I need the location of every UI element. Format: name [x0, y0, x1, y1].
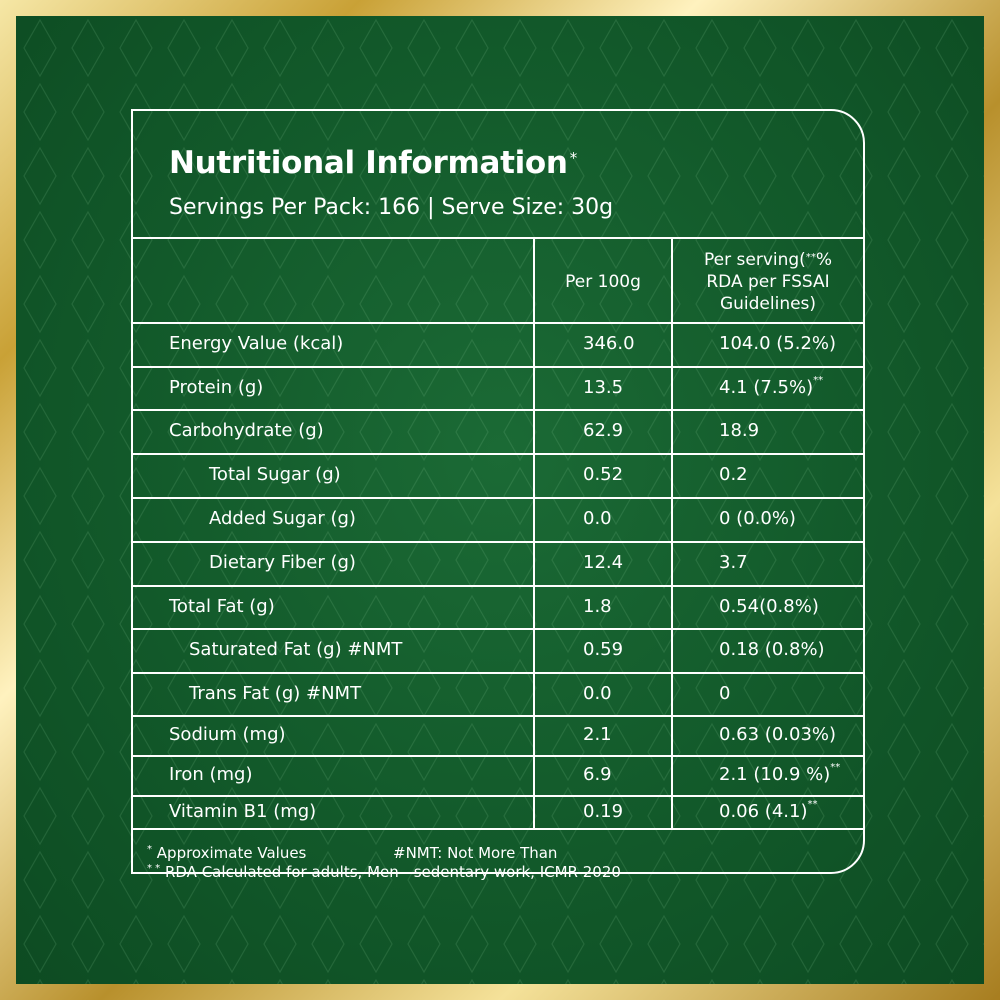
row-perserving-value: 3.7 [719, 552, 748, 573]
row-perserving [719, 464, 748, 485]
row-label: Sodium (mg) [169, 724, 286, 745]
page-title: Nutritional Information * [169, 145, 577, 181]
divider [133, 237, 863, 239]
row-per100g: 0.52 [583, 464, 624, 485]
row-rda-mark: ** [830, 762, 841, 773]
column-header-perserving: Per serving(**% RDA per FSSAI Guidelines) [704, 250, 832, 314]
row-label: Total Fat (g) [169, 596, 275, 617]
divider [133, 628, 863, 630]
row-perserving [719, 683, 730, 704]
row-perserving [719, 552, 748, 573]
row-perserving-value: 18.9 [719, 420, 760, 441]
divider [133, 409, 863, 411]
divider [133, 828, 863, 830]
row-label: Protein (g) [169, 377, 264, 398]
row-perserving [719, 764, 840, 785]
row-perserving-value: 0 [719, 683, 731, 704]
row-perserving [719, 724, 836, 745]
divider [133, 795, 863, 797]
row-per100g: 0.59 [583, 639, 624, 660]
row-per100g: 1.8 [583, 596, 612, 617]
row-label: Iron (mg) [169, 764, 253, 785]
divider [133, 585, 863, 587]
row-perserving [719, 801, 817, 822]
row-per100g: 2.1 [583, 724, 612, 745]
row-per100g: 62.9 [583, 420, 624, 441]
divider [133, 541, 863, 543]
row-perserving-value: 0.2 [719, 464, 748, 485]
servings-subtitle: Servings Per Pack: 166 | Serve Size: 30g [169, 195, 614, 220]
footnote-approx: * Approximate Values [147, 844, 307, 862]
row-label: Carbohydrate (g) [169, 420, 324, 441]
row-per100g: 0.19 [583, 801, 624, 822]
divider [133, 755, 863, 757]
row-perserving [719, 596, 819, 617]
row-per100g: 0.0 [583, 508, 612, 529]
row-per100g: 346.0 [583, 333, 635, 354]
divider [133, 322, 863, 324]
column-divider [671, 237, 673, 830]
column-header-per100g: Per 100g [565, 272, 641, 292]
divider [133, 672, 863, 674]
row-label: Total Sugar (g) [209, 464, 341, 485]
row-per100g: 12.4 [583, 552, 624, 573]
row-label: Energy Value (kcal) [169, 333, 344, 354]
row-label: Trans Fat (g) #NMT [189, 683, 362, 704]
row-perserving-value: 4.1 (7.5%) [719, 377, 814, 398]
row-perserving-value: 0.63 (0.03%) [719, 724, 837, 745]
divider [133, 715, 863, 717]
green-panel [16, 16, 984, 984]
divider [133, 453, 863, 455]
footnote-nmt: #NMT: Not More Than [393, 844, 558, 862]
row-perserving [719, 508, 796, 529]
row-label: Vitamin B1 (mg) [169, 801, 317, 822]
row-perserving-value: 104.0 (5.2%) [719, 333, 837, 354]
row-rda-mark: ** [813, 375, 824, 386]
row-per100g: 6.9 [583, 764, 612, 785]
divider [133, 497, 863, 499]
nutrition-card [131, 109, 865, 881]
column-divider [533, 237, 535, 830]
row-per100g: 0.0 [583, 683, 612, 704]
row-perserving-value: 0.06 (4.1) [719, 801, 808, 822]
row-label: Saturated Fat (g) #NMT [189, 639, 403, 660]
row-perserving [719, 377, 823, 398]
footnote-rda: * * RDA Calculated for adults, Men - sedentary work, ICMR 2020 [147, 863, 621, 881]
row-perserving-value: 2.1 (10.9 %) [719, 764, 831, 785]
row-perserving [719, 639, 825, 660]
row-rda-mark: ** [807, 799, 818, 810]
row-perserving-value: 0.54(0.8%) [719, 596, 819, 617]
divider [133, 366, 863, 368]
row-label: Added Sugar (g) [209, 508, 356, 529]
row-perserving [719, 333, 836, 354]
row-per100g: 13.5 [583, 377, 624, 398]
row-perserving [719, 420, 759, 441]
row-perserving-value: 0.18 (0.8%) [719, 639, 825, 660]
row-label: Dietary Fiber (g) [209, 552, 356, 573]
row-perserving-value: 0 (0.0%) [719, 508, 796, 529]
